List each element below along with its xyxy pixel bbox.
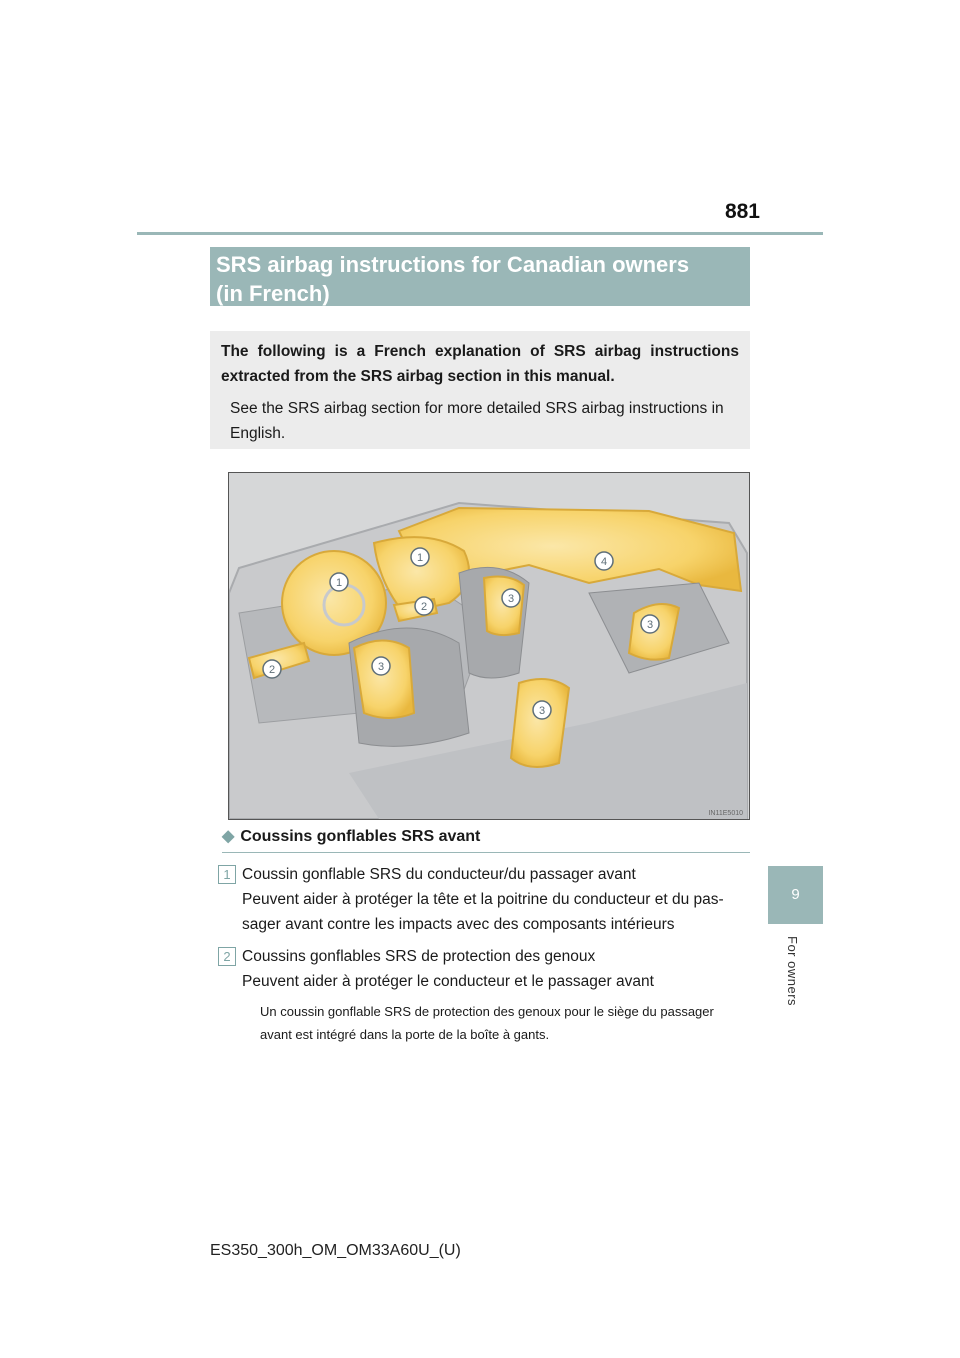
- item-description-line: Peuvent aider à protéger le conducteur et le passager avant: [242, 973, 654, 990]
- callout-label: 3: [377, 661, 385, 673]
- chapter-label: For owners: [785, 936, 800, 1007]
- item-number-badge: 1: [218, 865, 236, 884]
- intro-box: [210, 331, 750, 449]
- item-title: Coussin gonflable SRS du conducteur/du passager avant: [242, 866, 636, 883]
- subsection-heading-text: Coussins gonflables SRS avant: [240, 828, 481, 845]
- manual-code-footer: ES350_300h_OM_OM33A60U_(U): [210, 1242, 461, 1259]
- item-description-line: Peuvent aider à protéger la tête et la poitrine du conducteur et du pas-: [242, 891, 724, 908]
- subsection-heading: [222, 826, 750, 853]
- callout-label: 1: [416, 552, 424, 564]
- item-title: Coussins gonflables SRS de protection des genoux: [242, 948, 596, 965]
- airbag-illustration: [228, 472, 750, 820]
- callout-label: 1: [335, 577, 343, 589]
- section-title-bar: [210, 247, 750, 306]
- intro-text: The following is a French explanation of SRS airbag instructions extracted from the SRS airbag section in this manual.: [221, 343, 739, 385]
- item-description-line: sager avant contre les impacts avec des composants intérieurs: [242, 916, 675, 933]
- note-line: avant est intégré dans la porte de la boîte à gants.: [260, 1027, 550, 1042]
- item-number-badge: 2: [218, 947, 236, 966]
- note-line: Un coussin gonflable SRS de protection des genoux pour le siège du passager: [260, 1004, 714, 1019]
- chapter-tab: 9: [768, 866, 823, 924]
- intro-note: See the SRS airbag section for more detailed SRS airbag instructions in English.: [230, 400, 724, 442]
- car-interior-svg: [229, 473, 749, 819]
- section-title-line-1: SRS airbag instructions for Canadian owners: [216, 252, 690, 277]
- callout-label: 2: [268, 664, 276, 676]
- list-item: [218, 944, 750, 994]
- driver-side-airbag: [354, 641, 414, 719]
- callout-label: 3: [538, 705, 546, 717]
- callout-label: 2: [420, 601, 428, 613]
- list-item: [218, 862, 750, 937]
- passenger-side-airbag: [484, 577, 524, 636]
- figure-code: IN11E5010: [708, 810, 743, 817]
- page-number: 881: [724, 200, 760, 223]
- knee-airbag-note: [260, 1000, 750, 1046]
- diamond-icon: ◆: [222, 828, 235, 845]
- callout-label: 3: [646, 619, 654, 631]
- callout-label: 4: [600, 556, 608, 568]
- header-rule: [137, 232, 823, 235]
- section-title-line-2: (in French): [216, 281, 330, 306]
- callout-label: 3: [507, 593, 515, 605]
- rear-cushion-airbag: [511, 679, 569, 767]
